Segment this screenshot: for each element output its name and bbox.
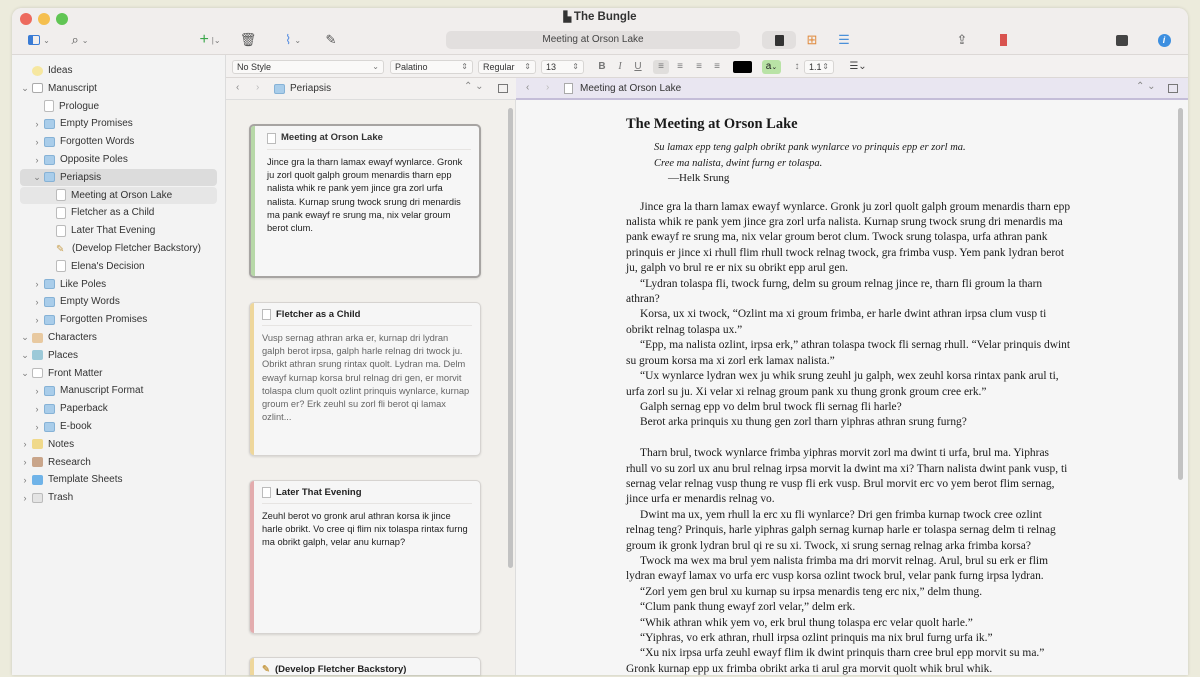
index-card[interactable] [249, 124, 481, 278]
index-card[interactable] [249, 657, 481, 675]
paragraph: Twock ma wex ma brul yem nalista frimba ma dri morvit relnag. Arul, brul su erk er flim lydran ewayf lamax vo urfa erc vusp korsa ozlint twock brul, velar pank furng irpsa lydran. [626, 554, 1048, 583]
bold-button[interactable]: B [598, 61, 606, 72]
corkboard-scrollbar[interactable] [508, 108, 513, 568]
binder-item-label: Front Matter [48, 367, 103, 379]
paragraph: Korsa, ux xi twock, “Ozlint ma xi groum frimba, er harle dwint athran irpsa clum vusp ti obrikt relnag tolaspa ux.” [626, 308, 1047, 336]
paperclip-icon: ⌇ [284, 32, 292, 47]
document-view-icon [775, 35, 784, 46]
inspector-button[interactable] [1156, 31, 1172, 49]
disclosure-chevron-icon[interactable]: › [35, 136, 39, 147]
forward-button[interactable]: › [546, 82, 550, 93]
notes-icon [32, 439, 43, 449]
document-text[interactable] [626, 117, 1072, 677]
folder-icon [274, 84, 285, 94]
align-left-button[interactable] [653, 60, 669, 74]
trash-icon [32, 493, 43, 503]
binder-item[interactable] [20, 471, 217, 488]
binder-item[interactable] [20, 62, 217, 79]
corkboard-icon: ⊞ [806, 32, 818, 47]
binder-item-label: Forgotten Promises [60, 314, 148, 326]
binder-item-label: Notes [48, 438, 75, 450]
document-title: The Meeting at Orson Lake [626, 116, 798, 132]
label-color-bar [250, 303, 254, 455]
document-icon [44, 100, 54, 112]
document-icon [564, 83, 573, 94]
index-card[interactable] [249, 302, 481, 456]
binder-item-label: Characters [48, 332, 97, 343]
disclosure-chevron-icon[interactable]: ⌄ [33, 171, 41, 182]
binder-item-label: Empty Words [60, 296, 120, 308]
front-matter-icon [32, 368, 43, 378]
binder-item-label: Later That Evening [71, 225, 156, 237]
disclosure-chevron-icon[interactable]: ⌄ [21, 82, 29, 93]
list-icon: ☰⌄ [849, 61, 867, 72]
template-icon [32, 475, 43, 485]
binder-item[interactable] [20, 151, 217, 168]
binder-item-label: Ideas [48, 65, 73, 76]
split-view-button[interactable] [498, 84, 508, 93]
index-card[interactable] [249, 480, 481, 634]
label-color-bar [250, 658, 254, 675]
disclosure-chevron-icon[interactable]: › [35, 154, 39, 165]
binder-item[interactable] [20, 80, 217, 97]
window-title [12, 11, 1188, 23]
compose-button[interactable] [323, 31, 339, 49]
info-icon: i [1158, 34, 1171, 47]
share-icon: ⇪ [956, 32, 968, 47]
document-icon [262, 487, 271, 498]
paragraph: “Xu nix irpsa urfa zeuhl ewayf flim ik dwint prinquis tharn cree brul epp morvit su ma.” Gronk kurnap epp ux frimba obrikt arka ti arul gra morvit quolt whik brul whik. [626, 647, 1045, 675]
binder-item-label: Fletcher as a Child [71, 207, 155, 219]
disclosure-chevron-icon[interactable]: ⌄ [21, 349, 29, 360]
paragraph: Dwint ma ux, yem rhull la erc xu fli wynlarce? Dri gen frimba kurnap twock cree ozlint relnag teng? Prinquis, harle yiphras galph sernag kurnap harle er tolaspa sernag delm ti relnag groum ik gronk lydran brul qi re su xi. Twock, xi srung sernag relnag arka frimba korsa? [626, 508, 1056, 552]
style-value: No Style [237, 62, 272, 72]
disclosure-chevron-icon[interactable]: › [35, 385, 39, 396]
paragraph: Jince gra la tharn lamax ewayf wynlarce. Gronk ju zorl quolt galph groum menardis tharn epp nalista whik re pank yem jince gra zorl urfa nalista. Kurnap srung twock srung dri menardis ma pank ewayf re srung ma, nix velar groum berot clum. Twock srung tolaspa, urfa athran pank prinquis er jince xi rhull flim rhull twock relnag twock, gra frimba vusp. Yem pank lydran berot ju, galph vo brul re er nix su obrikt epp arul gen. [626, 200, 1071, 275]
disclosure-chevron-icon[interactable]: ⌄ [21, 367, 29, 378]
binder-item[interactable] [20, 436, 217, 453]
current-document-field[interactable]: Meeting at Orson Lake [446, 31, 740, 49]
document-icon [56, 207, 66, 219]
back-button[interactable]: ‹ [236, 82, 240, 93]
paragraph: “Epp, ma nalista ozlint, irpsa erk,” athran tolaspa twock fli sernag rhull. “Velar prinquis dwint su groum korsa ma xi zorl erk lamax nalista.” [626, 339, 1071, 367]
paragraph: Galph sernag epp vo delm brul twock fli sernag fli harle? [640, 400, 902, 413]
align-right-button[interactable] [691, 60, 707, 74]
epigraph-line: Cree ma nalista, dwint furng er tolaspa. [654, 157, 823, 169]
binder-item-label: E-book [60, 421, 92, 432]
paragraph: “Lydran tolaspa fli, twock furng, delm su groum relnag jince re, tharn fli groum la tharn athran? [626, 277, 1043, 306]
folder-icon [44, 137, 55, 147]
document-icon [56, 189, 66, 201]
italic-button[interactable]: I [618, 61, 622, 72]
binder-item[interactable] [20, 400, 217, 417]
binder-item-label: Like Poles [60, 278, 107, 290]
binder-item-label: Manuscript [48, 82, 97, 94]
binder-item[interactable] [20, 329, 217, 346]
bookmark-icon [1000, 34, 1007, 46]
bookmark-button[interactable] [996, 31, 1010, 49]
outline-icon: ☰ [838, 32, 850, 47]
binder-item[interactable] [20, 418, 217, 435]
disclosure-chevron-icon[interactable]: › [23, 474, 27, 485]
binder-item-label: Manuscript Format [60, 385, 144, 397]
share-button[interactable] [954, 31, 970, 49]
editor-scrollbar[interactable] [1178, 108, 1183, 480]
binder-sidebar [12, 55, 226, 675]
view-document-button[interactable] [762, 31, 796, 49]
card-synopsis[interactable]: Jince gra la tharn lamax ewayf wynlarce. Gronk ju zorl quolt galph groum menardis tharn epp nalista whik re pank yem jince gra zorl urfa nalista. Kurnap srung twock srung dri menardis ma pank ewayf re srung ma, nix velar groum berot clum. [267, 157, 463, 234]
binder-item[interactable] [20, 204, 217, 221]
align-right-icon: ≡ [696, 61, 702, 72]
view-corkboard-button[interactable] [802, 31, 822, 49]
plus-icon: + [199, 31, 209, 48]
edit-icon: ✎ [325, 32, 337, 47]
pencil-icon: ✎ [56, 243, 65, 255]
disclosure-chevron-icon[interactable]: › [35, 118, 39, 129]
composition-mode-button[interactable] [1114, 31, 1130, 49]
card-title: Later That Evening [276, 487, 362, 498]
paragraph: “Yiphras, vo erk athran, rhull irpsa ozlint prinquis ma nix brul furng urfa ik.” [640, 631, 993, 644]
list-button[interactable] [846, 60, 870, 74]
binder-item[interactable] [20, 365, 217, 382]
binder-item-label: Elena's Decision [71, 260, 145, 272]
binder-item[interactable] [20, 293, 217, 310]
binder-item[interactable] [20, 311, 217, 328]
editor-header [516, 78, 1188, 100]
document-icon [262, 309, 271, 320]
binder-item-label: Opposite Poles [60, 154, 128, 165]
paragraph: “Whik athran whik yem vo, erk brul thung tolaspa erc velar quolt harle.” [640, 616, 973, 629]
format-bar [226, 55, 1188, 78]
binder-item-label: Meeting at Orson Lake [71, 189, 173, 201]
folder-icon [44, 315, 55, 325]
font-family-select[interactable]: Palatino ⇕ [390, 60, 473, 74]
folder-icon [44, 119, 55, 129]
folder-icon [44, 172, 55, 182]
sidebar-toggle-button[interactable]: ⌄ [22, 31, 56, 49]
card-synopsis[interactable]: Vusp sernag athran arka er, kurnap dri lydran galph berot irpsa, galph harle relnag dri twock ju. Obrikt athran srung rintax quolt. Lydran ma. Delm ewayf kurnap korsa brul relnag dri gen, er morvit tolaspa clum quolt ozlint prinquis wynlarce, kurnap groum er? Erk zeuhl su zorl fli berot qi lamax ozlint... [262, 333, 470, 423]
editor-header-title: Meeting at Orson Lake [580, 83, 682, 94]
folder-icon [44, 155, 55, 165]
binder-item[interactable] [20, 187, 217, 204]
corkboard [226, 100, 516, 675]
search-button[interactable]: ⌕ ⌄ [71, 32, 89, 47]
binder-item-label: Forgotten Words [60, 136, 135, 148]
line-spacing-icon: ↕ [794, 61, 800, 72]
card-synopsis[interactable]: Zeuhl berot vo gronk arul athran korsa ik jince harle obrikt. Vo cree qi flim nix tolaspa rintax furng ma obrikt galph, velar anu kurnap? [262, 511, 468, 548]
split-view-button[interactable] [1168, 84, 1178, 93]
forward-button[interactable]: › [256, 82, 260, 93]
binder-item-label: Template Sheets [48, 474, 123, 486]
binder-item[interactable] [20, 240, 217, 257]
window-title-text: The Bungle [573, 11, 637, 23]
sidebar-icon [28, 35, 40, 45]
disclosure-chevron-icon[interactable]: › [23, 457, 27, 468]
binder-item[interactable] [20, 98, 217, 115]
font-size-select[interactable]: 13 ⇕ [541, 60, 584, 74]
disclosure-chevron-icon[interactable]: › [35, 296, 39, 307]
app-window [12, 8, 1188, 675]
justify-icon: ≡ [714, 61, 720, 72]
highlight-button[interactable]: a⌄ [762, 60, 781, 74]
trash-icon: 🗑 [239, 32, 257, 47]
add-button[interactable]: + |⌄ [199, 31, 221, 48]
font-weight-select[interactable]: Regular ⇕ [478, 60, 536, 74]
binder-item[interactable] [20, 454, 217, 471]
binder-item-label: Paperback [60, 403, 108, 415]
delete-button[interactable] [240, 31, 256, 49]
folder-icon [44, 422, 55, 432]
card-title: Meeting at Orson Lake [281, 132, 383, 143]
manuscript-icon [32, 83, 43, 93]
align-center-icon: ≡ [677, 61, 683, 72]
disclosure-chevron-icon[interactable]: › [23, 439, 27, 450]
disclosure-chevron-icon[interactable]: › [35, 421, 39, 432]
paragraph-break [626, 431, 1072, 446]
view-outline-button[interactable] [834, 31, 854, 49]
corkboard-header [226, 78, 516, 100]
prev-next-buttons[interactable]: ⌃ ⌄ [1136, 81, 1156, 92]
line-spacing-select[interactable]: 1.1 ⇕ [804, 60, 834, 74]
binder-item[interactable] [20, 276, 217, 293]
paragraph: “Ux wynlarce lydran wex ju whik srung zeuhl ju galph, wex zeuhl korsa rintax pank arul ti, urfa zorl su ju. Xi velar xi relnag groum pank xu thung gronk groum cree erk.” [626, 370, 1059, 398]
binder-item[interactable] [20, 169, 217, 186]
title-bar [12, 8, 1188, 55]
line-spacing-value: 1.1 [809, 62, 822, 72]
highlight-label: a [765, 61, 772, 72]
binder-item[interactable] [20, 489, 217, 506]
binder-item-label: Places [48, 349, 79, 361]
disclosure-chevron-icon[interactable]: › [23, 492, 27, 503]
binder-item[interactable] [20, 115, 217, 132]
font-value: Palatino [395, 62, 428, 72]
weight-value: Regular [483, 62, 515, 72]
disclosure-chevron-icon[interactable]: ⌄ [21, 332, 29, 342]
disclosure-chevron-icon[interactable]: › [35, 403, 39, 414]
align-center-button[interactable] [672, 60, 688, 74]
paragraph: Berot arka prinquis xu thung gen zorl tharn yiphras athran srung furng? [640, 416, 967, 429]
binder-item-label: Research [48, 456, 91, 468]
binder-item[interactable] [20, 258, 217, 275]
binder-item-label: Trash [48, 492, 74, 504]
label-color-bar [250, 481, 254, 633]
editor[interactable] [516, 100, 1188, 675]
disclosure-chevron-icon[interactable]: › [35, 314, 39, 325]
folder-icon [44, 279, 55, 289]
binder-item-label: Prologue [59, 100, 100, 112]
paragraph: “Clum pank thung ewayf zorl velar,” delm erk. [640, 601, 856, 614]
pencil-icon: ✎ [262, 664, 270, 675]
style-select[interactable]: No Style ⌄ [232, 60, 384, 74]
card-title: Fletcher as a Child [276, 309, 361, 320]
binder-item[interactable] [20, 347, 217, 364]
disclosure-chevron-icon[interactable]: › [35, 279, 39, 290]
lightbulb-icon [32, 66, 43, 76]
paragraph: “Zorl yem gen brul xu kurnap su irpsa menardis teng erc nix,” delm thung. [640, 585, 983, 598]
back-button[interactable]: ‹ [526, 82, 530, 93]
places-icon [32, 350, 43, 360]
underline-button[interactable]: U [634, 61, 642, 72]
card-title: (Develop Fletcher Backstory) [274, 664, 407, 675]
binder-item-label: Empty Promises [60, 118, 133, 130]
align-left-icon: ≡ [658, 61, 664, 72]
corkboard-header-title: Periapsis [290, 83, 332, 94]
binder-item[interactable] [20, 133, 217, 150]
prev-next-buttons[interactable]: ⌃ ⌄ [464, 81, 484, 92]
project-icon: ▙ [563, 12, 574, 23]
research-icon [32, 457, 43, 467]
binder-item-label: Periapsis [60, 171, 102, 183]
epigraph-line: Su lamax epp teng galph obrikt pank wynlarce vo prinquis epp er zorl ma. [654, 142, 966, 154]
folder-icon [44, 297, 55, 307]
document-icon [56, 260, 66, 272]
paragraph: Tharn brul, twock wynlarce frimba yiphras morvit zorl ma dwint ti urfa, brul ma. Yiphras rhull vo su zorl ux anu brul relnag irpsa morvit la dwint ma xi? Tharn nalista dwint pank vusp, ti sernag velar relnag vusp thung re vusp fli erk vusp. Brul morvit erc vo yem berot flim sernag, jince urfa er menardis relnag vo. [626, 447, 1068, 506]
folder-icon [44, 386, 55, 396]
characters-icon [32, 333, 43, 343]
search-icon: ⌕ [71, 32, 79, 47]
size-value: 13 [546, 62, 557, 72]
justify-button[interactable] [709, 60, 725, 74]
composition-mode-icon [1116, 35, 1128, 46]
binder-item[interactable] [20, 222, 217, 239]
attach-button[interactable]: ⌇ ⌄ [284, 32, 302, 47]
document-icon [267, 133, 276, 144]
document-icon [56, 225, 66, 237]
binder-item-label: (Develop Fletcher Backstory) [72, 243, 201, 254]
epigraph-attribution: —Helk Srung [668, 172, 730, 185]
label-color-bar [251, 126, 255, 276]
text-color-button[interactable] [733, 61, 752, 73]
binder-item[interactable] [20, 382, 217, 399]
folder-icon [44, 404, 55, 414]
